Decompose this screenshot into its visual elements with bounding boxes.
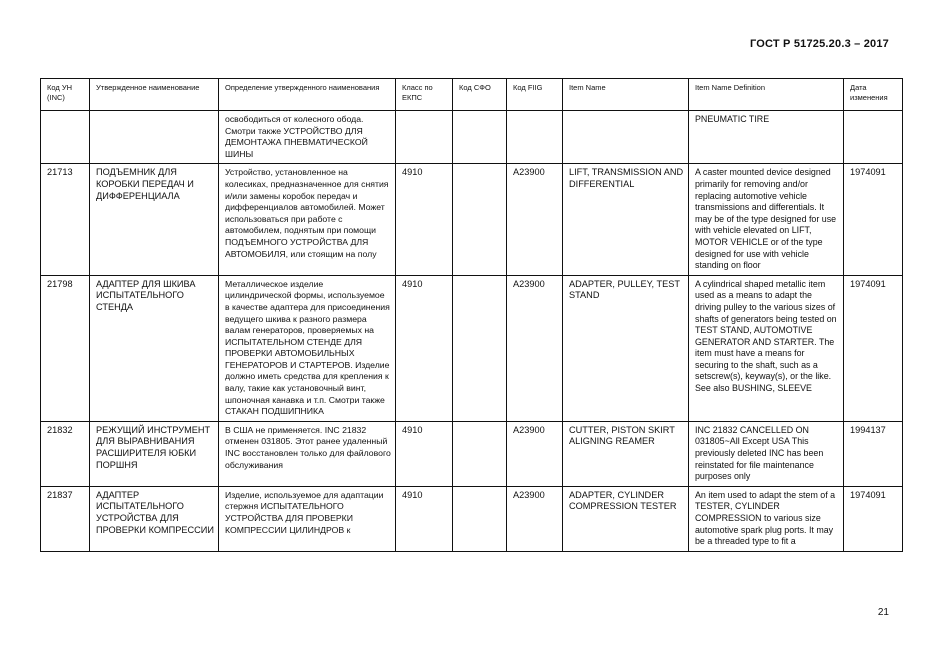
cell-sfo bbox=[453, 111, 507, 164]
catalog-table-container bbox=[40, 78, 902, 552]
cell-code: 21837 bbox=[41, 486, 90, 551]
cell-date bbox=[844, 111, 903, 164]
page-header-standard: ГОСТ Р 51725.20.3 – 2017 bbox=[749, 38, 889, 50]
cell-name-ru: АДАПТЕР ИСПЫТАТЕЛЬНОГО УСТРОЙСТВА ДЛЯ ПРОВЕРКИ КОМПРЕССИИ bbox=[90, 486, 219, 551]
column-header-code: Код УН (INC) bbox=[41, 79, 90, 111]
cell-item-definition: An item used to adapt the stem of a TESTER, CYLINDER COMPRESSION to various size automotive spark plug ports. It may be a threaded type to fit a bbox=[689, 486, 844, 551]
page-number: 21 bbox=[877, 607, 889, 618]
cell-item-definition: A caster mounted device designed primarily for removing and/or replacing automotive vehicle transmissions and differentials. It may be of the type designed for use with vehicle elevated on LIFT, MOTOR VEHICLE or of the type designed for use with vehicle standing on floor bbox=[689, 164, 844, 275]
cell-fiig: A23900 bbox=[507, 275, 563, 421]
cell-definition-ru: освободиться от колесного обода. Смотри также УСТРОЙСТВО ДЛЯ ДЕМОНТАЖА ПНЕВМАТИЧЕСКОЙ ШИНЫ bbox=[219, 111, 396, 164]
table-header-row bbox=[41, 79, 903, 111]
column-header-item-definition: Item Name Definition bbox=[689, 79, 844, 111]
column-header-class: Класс по ЕКПС bbox=[396, 79, 453, 111]
cell-definition-ru: Устройство, установленное на колесиках, предназначенное для снятия и/или замены коробок передач и дифференциалов автомобилей. Может использоваться при работе с автомобилем, поднятым при помощи ПОДЪЕМНОГО УСТРОЙСТВА ДЛЯ АВТОМОБИЛЯ, или стоящим на полу bbox=[219, 164, 396, 275]
cell-date: 1974091 bbox=[844, 486, 903, 551]
cell-name-ru: ПОДЪЕМНИК ДЛЯ КОРОБКИ ПЕРЕДАЧ И ДИФФЕРЕНЦИАЛА bbox=[90, 164, 219, 275]
cell-item-definition: INC 21832 CANCELLED ON 031805~All Except USA This previously deleted INC has been reinstated for file maintenance purposes only bbox=[689, 421, 844, 486]
cell-fiig bbox=[507, 111, 563, 164]
cell-class: 4910 bbox=[396, 486, 453, 551]
cell-date: 1974091 bbox=[844, 164, 903, 275]
cell-code: 21713 bbox=[41, 164, 90, 275]
cell-item-name bbox=[563, 111, 689, 164]
cell-code bbox=[41, 111, 90, 164]
cell-name-ru: РЕЖУЩИЙ ИНСТРУМЕНТ ДЛЯ ВЫРАВНИВАНИЯ РАСШИРИТЕЛЯ ЮБКИ ПОРШНЯ bbox=[90, 421, 219, 486]
column-header-date: Дата изменения bbox=[844, 79, 903, 111]
cell-item-definition: PNEUMATIC TIRE bbox=[689, 111, 844, 164]
cell-class: 4910 bbox=[396, 421, 453, 486]
cell-code: 21832 bbox=[41, 421, 90, 486]
cell-date: 1994137 bbox=[844, 421, 903, 486]
cell-sfo bbox=[453, 275, 507, 421]
catalog-table bbox=[40, 78, 903, 552]
cell-definition-ru: Изделие, используемое для адаптации стержня ИСПЫТАТЕЛЬНОГО УСТРОЙСТВА ДЛЯ ПРОВЕРКИ КОМПРЕССИИ ЦИЛИНДРОВ к bbox=[219, 486, 396, 551]
cell-code: 21798 bbox=[41, 275, 90, 421]
table-row bbox=[41, 421, 903, 486]
table-row bbox=[41, 164, 903, 275]
cell-class: 4910 bbox=[396, 164, 453, 275]
column-header-name-ru: Утвержденное наименование bbox=[90, 79, 219, 111]
table-row bbox=[41, 111, 903, 164]
cell-item-name: ADAPTER, PULLEY, TEST STAND bbox=[563, 275, 689, 421]
cell-item-name: CUTTER, PISTON SKIRT ALIGNING REAMER bbox=[563, 421, 689, 486]
cell-definition-ru: В США не применяется. INC 21832 отменен 031805. Этот ранее удаленный INC восстановлен только для файлового обслуживания bbox=[219, 421, 396, 486]
table-row bbox=[41, 486, 903, 551]
cell-name-ru bbox=[90, 111, 219, 164]
column-header-item-name: Item Name bbox=[563, 79, 689, 111]
cell-class bbox=[396, 111, 453, 164]
column-header-sfo: Код СФО bbox=[453, 79, 507, 111]
cell-name-ru: АДАПТЕР ДЛЯ ШКИВА ИСПЫТАТЕЛЬНОГО СТЕНДА bbox=[90, 275, 219, 421]
column-header-definition-ru: Определение утвержденного наименования bbox=[219, 79, 396, 111]
cell-item-definition: A cylindrical shaped metallic item used as a means to adapt the driving pulley to the various sizes of shafts of generators being tested on TEST STAND, AUTOMOTIVE GENERATOR AND STARTER. The item must have a means for securing to the shaft, such as a setscrew(s), keyway(s), or the like. See also BUSHING, SLEEVE bbox=[689, 275, 844, 421]
table-row bbox=[41, 275, 903, 421]
cell-sfo bbox=[453, 164, 507, 275]
column-header-fiig: Код FIIG bbox=[507, 79, 563, 111]
cell-fiig: A23900 bbox=[507, 164, 563, 275]
cell-sfo bbox=[453, 421, 507, 486]
cell-definition-ru: Металлическое изделие цилиндрической формы, используемое в качестве адаптера для присоединения ведущего шкива к разного размера валам генераторов, проверяемых на ИСПЫТАТЕЛЬНОМ СТЕНДЕ ДЛЯ ПРОВЕРКИ АВТОМОБИЛЬНЫХ ГЕНЕРАТОРОВ И СТАРТЕРОВ. Изделие должно иметь средства для крепления к валу, такие как установочный винт, шпоночная канавка и т.п. Смотри также СТАКАН ПОДШИПНИКА bbox=[219, 275, 396, 421]
cell-fiig: A23900 bbox=[507, 421, 563, 486]
cell-date: 1974091 bbox=[844, 275, 903, 421]
cell-fiig: A23900 bbox=[507, 486, 563, 551]
cell-item-name: ADAPTER, CYLINDER COMPRESSION TESTER bbox=[563, 486, 689, 551]
cell-item-name: LIFT, TRANSMISSION AND DIFFERENTIAL bbox=[563, 164, 689, 275]
cell-sfo bbox=[453, 486, 507, 551]
cell-class: 4910 bbox=[396, 275, 453, 421]
